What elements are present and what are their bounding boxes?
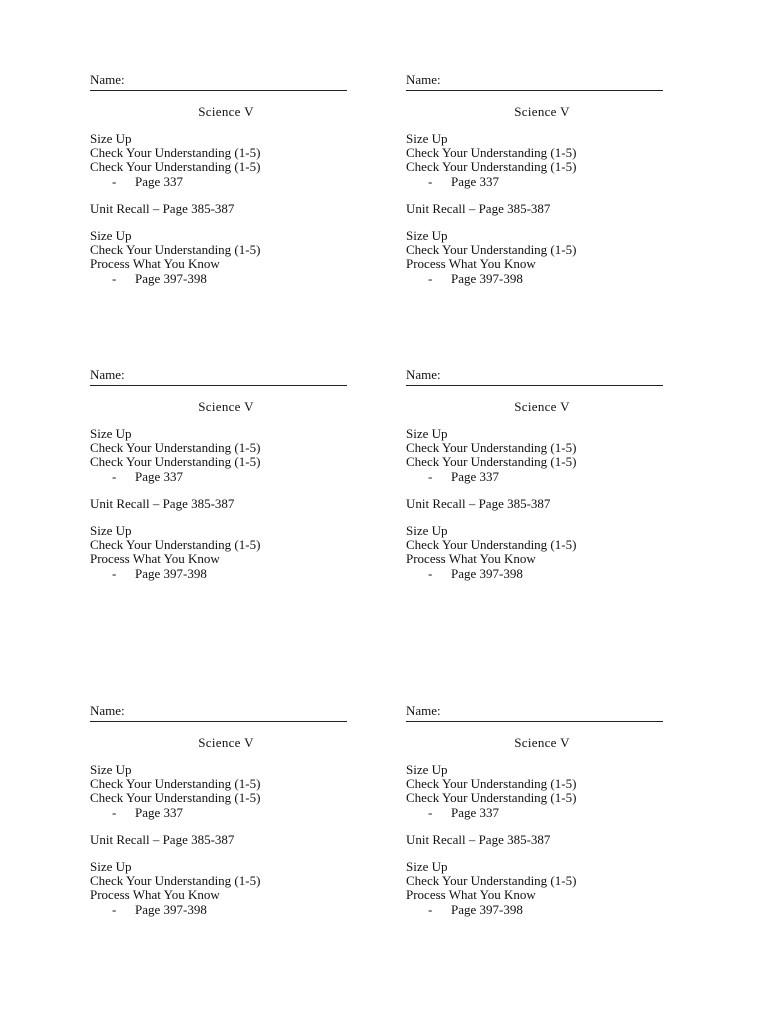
unit-recall-line: Unit Recall – Page 385-387 — [406, 495, 551, 511]
subject-title: Science V — [198, 399, 254, 414]
unit-recall-line: Unit Recall – Page 385-387 — [90, 831, 235, 847]
assignment-line: Check Your Understanding (1-5) — [90, 537, 261, 553]
page-bullet — [90, 175, 347, 189]
assignment-line: Process What You Know — [406, 256, 536, 272]
assignment-card — [90, 71, 347, 286]
assignment-line: Size Up — [90, 227, 132, 243]
assignment-line: Size Up — [406, 131, 448, 146]
name-write-line — [90, 90, 347, 91]
page-bullet — [406, 806, 663, 820]
unit-recall-line: Unit Recall – Page 385-387 — [406, 831, 551, 847]
assignment-card — [406, 702, 663, 917]
assignment-line: Check Your Understanding (1-5) — [406, 145, 577, 161]
name-label: Name: — [90, 72, 125, 87]
assignment-line: Size Up — [90, 522, 132, 538]
dash-marker: - — [112, 270, 117, 286]
assignment-line: Size Up — [90, 426, 132, 441]
page-bullet — [90, 903, 347, 917]
dash-marker: - — [112, 804, 117, 820]
dash-marker: - — [428, 270, 433, 286]
assignment-line: Check Your Understanding (1-5) — [406, 873, 577, 889]
assignment-line: Size Up — [90, 858, 132, 874]
assignment-card — [406, 366, 663, 581]
page-ref: Page 337 — [451, 804, 500, 820]
assignment-line: Size Up — [406, 227, 448, 243]
name-write-line — [406, 90, 663, 91]
page-ref: Page 337 — [451, 468, 500, 484]
dash-marker: - — [112, 565, 117, 581]
assignment-card — [90, 366, 347, 581]
assignment-line: Check Your Understanding (1-5) — [90, 145, 261, 161]
assignment-line: Check Your Understanding (1-5) — [406, 537, 577, 553]
assignment-line: Size Up — [90, 762, 132, 777]
page-ref: Page 397-398 — [451, 270, 523, 286]
dash-marker: - — [428, 173, 433, 189]
name-write-line — [90, 385, 347, 386]
page-bullet — [90, 806, 347, 820]
assignment-line: Check Your Understanding (1-5) — [90, 454, 261, 470]
assignment-line: Size Up — [406, 522, 448, 538]
page-ref: Page 337 — [135, 173, 184, 189]
page-ref: Page 337 — [451, 173, 500, 189]
unit-recall-line: Unit Recall – Page 385-387 — [90, 200, 235, 216]
subject-title: Science V — [514, 735, 570, 750]
assignment-line: Check Your Understanding (1-5) — [90, 776, 261, 792]
unit-recall-line: Unit Recall – Page 385-387 — [406, 200, 551, 216]
assignment-line: Check Your Understanding (1-5) — [90, 440, 261, 456]
page-bullet — [406, 272, 663, 286]
dash-marker: - — [428, 804, 433, 820]
assignment-line: Check Your Understanding (1-5) — [90, 790, 261, 806]
page-ref: Page 337 — [135, 468, 184, 484]
dash-marker: - — [112, 901, 117, 917]
assignment-line: Size Up — [406, 426, 448, 441]
name-label: Name: — [90, 367, 125, 382]
page-ref: Page 337 — [135, 804, 184, 820]
dash-marker: - — [112, 173, 117, 189]
name-label: Name: — [406, 367, 441, 382]
page-bullet — [406, 175, 663, 189]
page-ref: Page 397-398 — [451, 565, 523, 581]
name-label: Name: — [406, 72, 441, 87]
assignment-line: Check Your Understanding (1-5) — [406, 440, 577, 456]
assignment-line: Check Your Understanding (1-5) — [406, 454, 577, 470]
page-ref: Page 397-398 — [135, 270, 207, 286]
assignment-line: Check Your Understanding (1-5) — [406, 776, 577, 792]
assignment-line: Check Your Understanding (1-5) — [406, 159, 577, 175]
subject-title: Science V — [514, 104, 570, 119]
page-bullet — [90, 567, 347, 581]
dash-marker: - — [428, 468, 433, 484]
assignment-line: Check Your Understanding (1-5) — [90, 242, 261, 258]
name-write-line — [90, 721, 347, 722]
page-ref: Page 397-398 — [451, 901, 523, 917]
subject-title: Science V — [198, 735, 254, 750]
dash-marker: - — [428, 901, 433, 917]
dash-marker: - — [112, 468, 117, 484]
assignment-card — [406, 71, 663, 286]
name-label: Name: — [90, 703, 125, 718]
page-bullet — [90, 470, 347, 484]
page-bullet — [406, 903, 663, 917]
assignment-line: Check Your Understanding (1-5) — [90, 873, 261, 889]
page-ref: Page 397-398 — [135, 901, 207, 917]
page-bullet — [406, 470, 663, 484]
assignment-line: Process What You Know — [406, 551, 536, 567]
assignment-line: Process What You Know — [406, 887, 536, 903]
page-bullet — [406, 567, 663, 581]
unit-recall-line: Unit Recall – Page 385-387 — [90, 495, 235, 511]
assignment-line: Size Up — [90, 131, 132, 146]
subject-title: Science V — [198, 104, 254, 119]
assignment-card — [90, 702, 347, 917]
name-write-line — [406, 721, 663, 722]
assignment-line: Size Up — [406, 762, 448, 777]
dash-marker: - — [428, 565, 433, 581]
assignment-line: Check Your Understanding (1-5) — [90, 159, 261, 175]
assignment-line: Check Your Understanding (1-5) — [406, 790, 577, 806]
page-bullet — [90, 272, 347, 286]
assignment-line: Process What You Know — [90, 551, 220, 567]
assignment-line: Check Your Understanding (1-5) — [406, 242, 577, 258]
subject-title: Science V — [514, 399, 570, 414]
assignment-line: Size Up — [406, 858, 448, 874]
assignment-line: Process What You Know — [90, 887, 220, 903]
page-ref: Page 397-398 — [135, 565, 207, 581]
name-label: Name: — [406, 703, 441, 718]
name-write-line — [406, 385, 663, 386]
assignment-line: Process What You Know — [90, 256, 220, 272]
